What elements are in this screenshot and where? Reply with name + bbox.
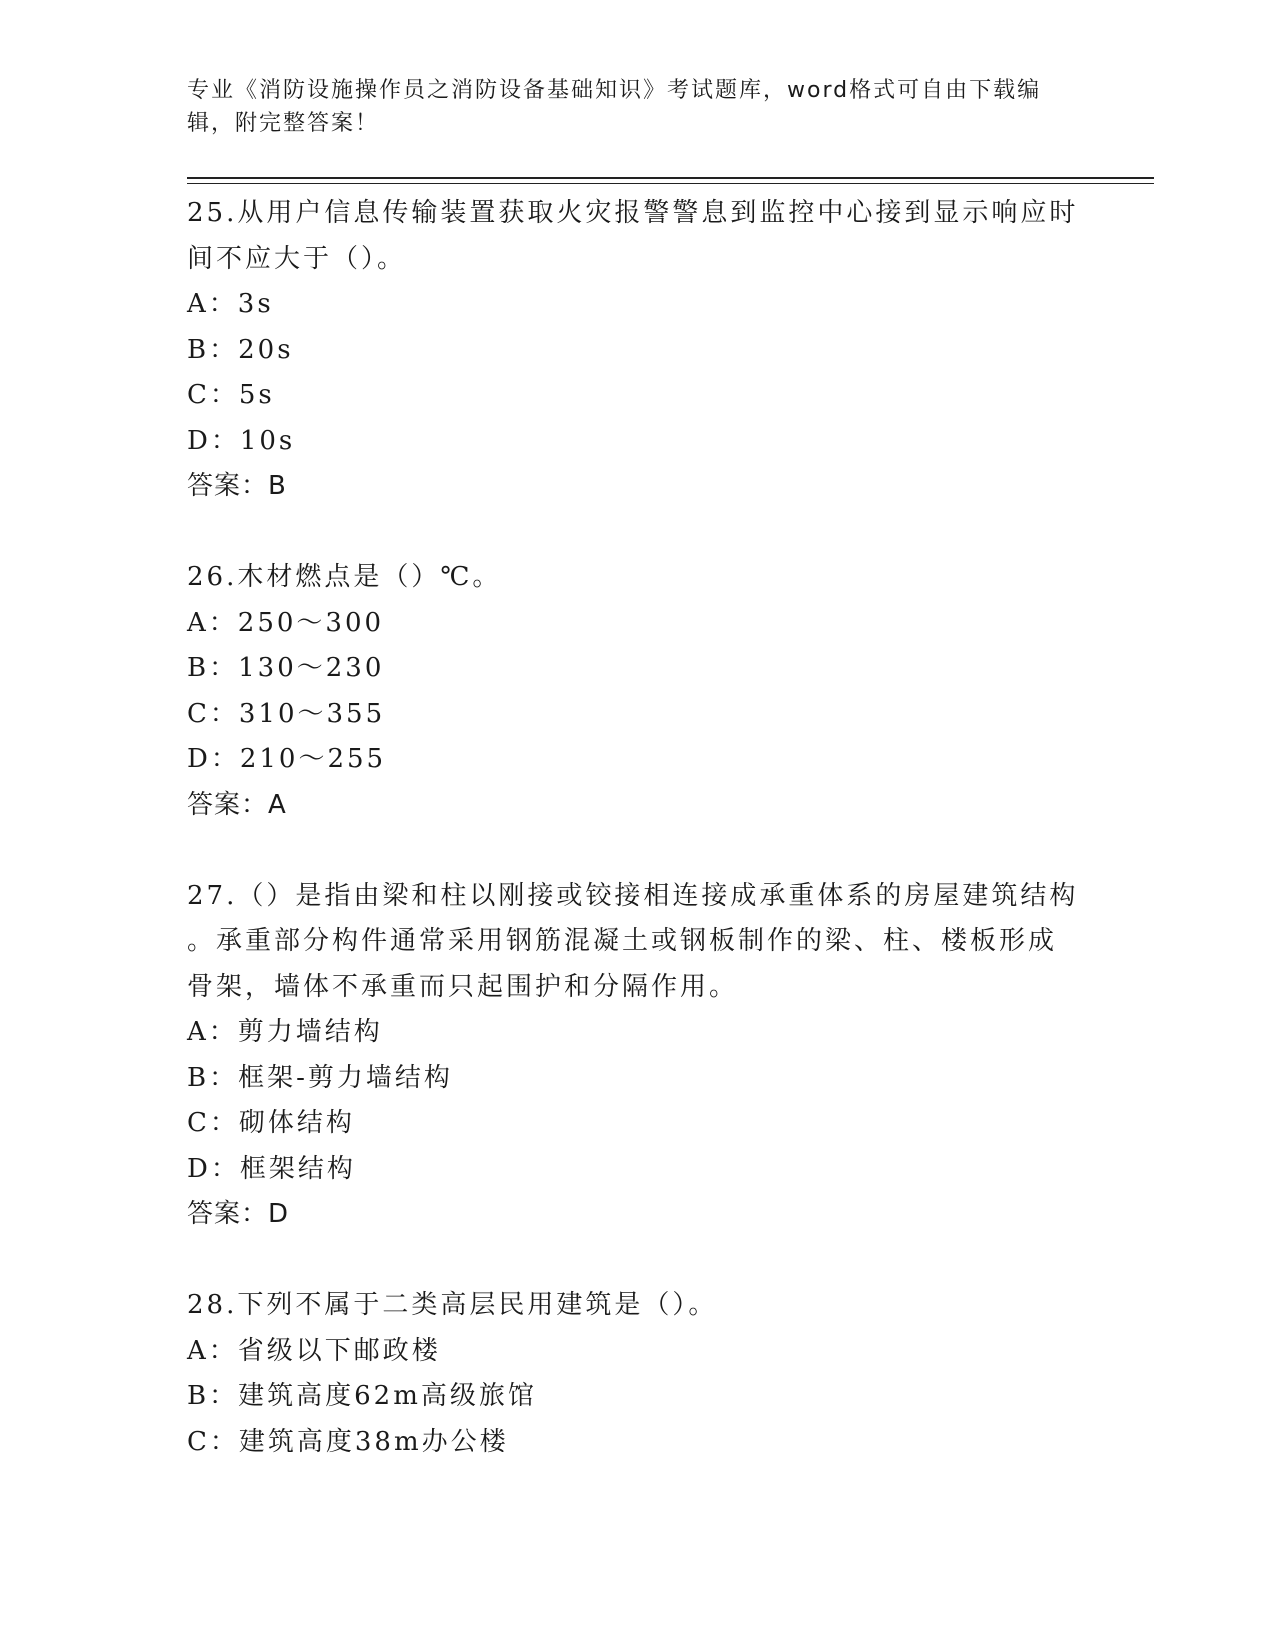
- option-a: A：省级以下邮政楼: [187, 1335, 441, 1366]
- option-b: B：框架-剪力墙结构: [187, 1062, 453, 1093]
- question-stem-line: 26.木材燃点是（）℃。: [187, 562, 502, 592]
- question-28: [187, 1283, 1087, 1465]
- option-c: C：砌体结构: [187, 1108, 355, 1138]
- question-spacer: [187, 828, 1087, 874]
- option-d: D：10s: [187, 425, 296, 456]
- answer-line: 答案：A: [187, 789, 287, 820]
- question-26: [187, 555, 1087, 828]
- option-b: B：建筑高度62m高级旅馆: [187, 1381, 537, 1411]
- header-divider-thick: [187, 177, 1154, 179]
- option-c: C：5s: [187, 380, 275, 410]
- question-25: [187, 191, 1087, 510]
- question-spacer: [187, 1238, 1087, 1284]
- option-a: A：剪力墙结构: [187, 1017, 383, 1047]
- option-a: A：250～300: [187, 607, 385, 638]
- header-line-1: 专业《消防设施操作员之消防设备基础知识》考试题库，word格式可自由下载编: [187, 78, 1042, 103]
- document-header: [187, 74, 1067, 140]
- option-d: D：框架结构: [187, 1153, 356, 1184]
- option-c: C：建筑高度38m办公楼: [187, 1426, 509, 1457]
- question-stem-line: 间不应大于（）。: [187, 243, 407, 274]
- question-stem-line: 25.从用户信息传输装置获取火灾报警警息到监控中心接到显示响应时: [187, 198, 1079, 228]
- header-divider-thin: [187, 183, 1154, 184]
- option-b: B：130～230: [187, 653, 385, 683]
- question-stem-line: 。承重部分构件通常采用钢筋混凝土或钢板制作的梁、柱、楼板形成: [187, 926, 1058, 956]
- question-stem-line: 27.（）是指由梁和柱以刚接或铰接相连接成承重体系的房屋建筑结构: [187, 880, 1079, 911]
- option-d: D：210～255: [187, 744, 387, 774]
- question-spacer: [187, 510, 1087, 556]
- option-a: A：3s: [187, 289, 274, 319]
- question-27: [187, 874, 1087, 1238]
- answer-line: 答案：D: [187, 1199, 290, 1229]
- answer-line: 答案：B: [187, 471, 287, 501]
- option-b: B：20s: [187, 334, 294, 365]
- question-list: [187, 191, 1087, 1465]
- option-c: C：310～355: [187, 698, 386, 729]
- question-stem-line: 28.下列不属于二类高层民用建筑是（）。: [187, 1290, 718, 1320]
- question-stem-line: 骨架，墙体不承重而只起围护和分隔作用。: [187, 971, 739, 1002]
- header-line-2: 辑，附完整答案！: [187, 111, 380, 136]
